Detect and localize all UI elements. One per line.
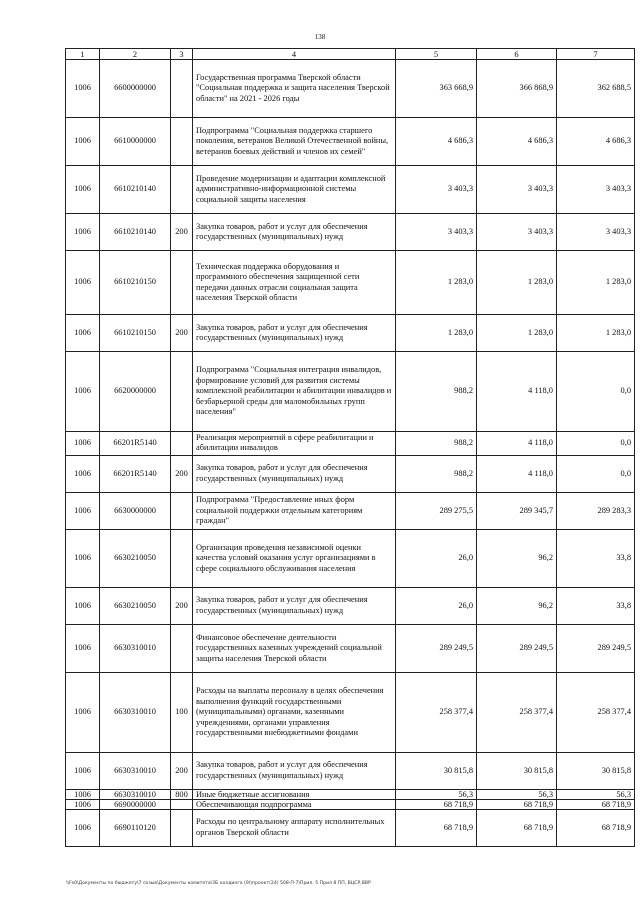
row-value-2026-cell: 0,0 [557, 352, 635, 432]
row-type-cell: 800 [171, 789, 193, 799]
budget-table [65, 48, 635, 847]
row-value-2024-cell: 4 686,3 [396, 118, 477, 166]
row-section-cell: 1006 [66, 60, 100, 118]
row-value-2025-cell: 289 345,7 [477, 492, 557, 529]
row-value-2025-cell: 4 118,0 [477, 352, 557, 432]
footer-path: \\Fs0\Документы по бюджету\7 созыв\Документы комитета\ЗБ холдинга (9)\проект(24) 508-П-7\Прил. 5 Прил 8 ПП, ВЦСР,ВВР [66, 881, 371, 886]
row-type-cell: 200 [171, 752, 193, 789]
row-value-2025-cell: 258 377,4 [477, 672, 557, 752]
row-name-cell: Проведение модернизации и адаптации комплексной административно-информационной системы социальной защиты населения [193, 166, 396, 214]
row-value-2025-cell: 1 283,0 [477, 251, 557, 315]
row-type-cell: 200 [171, 455, 193, 492]
row-type-cell [171, 529, 193, 587]
row-value-2026-cell: 0,0 [557, 455, 635, 492]
row-section-cell: 1006 [66, 118, 100, 166]
row-value-2026-cell: 1 283,0 [557, 315, 635, 352]
row-value-2025-cell: 96,2 [477, 529, 557, 587]
row-value-2026-cell: 3 403,3 [557, 166, 635, 214]
row-type-cell [171, 166, 193, 214]
row-value-2024-cell: 30 815,8 [396, 752, 477, 789]
header-col-1: 1 [66, 49, 100, 60]
row-value-2025-cell: 1 283,0 [477, 315, 557, 352]
table-row [66, 672, 635, 752]
row-section-cell: 1006 [66, 492, 100, 529]
table-row [66, 529, 635, 587]
row-value-2024-cell: 988,2 [396, 352, 477, 432]
table-row [66, 492, 635, 529]
table-row [66, 455, 635, 492]
row-code-cell: 6630210050 [100, 587, 171, 624]
table-row [66, 251, 635, 315]
row-section-cell: 1006 [66, 315, 100, 352]
row-type-cell [171, 492, 193, 529]
row-value-2024-cell: 988,2 [396, 455, 477, 492]
row-section-cell: 1006 [66, 432, 100, 456]
row-section-cell: 1006 [66, 455, 100, 492]
row-code-cell: 6690110120 [100, 809, 171, 846]
row-code-cell: 6630310010 [100, 672, 171, 752]
row-name-cell: Государственная программа Тверской области "Социальная поддержка и защита населения Тверской области" на 2021 - 2026 годы [193, 60, 396, 118]
row-type-cell [171, 799, 193, 809]
row-section-cell: 1006 [66, 214, 100, 251]
row-value-2026-cell: 1 283,0 [557, 251, 635, 315]
row-value-2024-cell: 1 283,0 [396, 315, 477, 352]
row-code-cell: 6610000000 [100, 118, 171, 166]
row-value-2026-cell: 30 815,8 [557, 752, 635, 789]
row-code-cell: 66201R5140 [100, 432, 171, 456]
row-section-cell: 1006 [66, 166, 100, 214]
row-type-cell: 100 [171, 672, 193, 752]
row-type-cell [171, 624, 193, 672]
row-type-cell [171, 432, 193, 456]
row-value-2026-cell: 0,0 [557, 432, 635, 456]
row-value-2024-cell: 988,2 [396, 432, 477, 456]
table-row [66, 166, 635, 214]
row-value-2026-cell: 258 377,4 [557, 672, 635, 752]
row-section-cell: 1006 [66, 752, 100, 789]
row-name-cell: Закупка товаров, работ и услуг для обеспечения государственных (муниципальных) нужд [193, 214, 396, 251]
row-value-2025-cell: 4 118,0 [477, 432, 557, 456]
row-value-2026-cell: 3 403,3 [557, 214, 635, 251]
row-name-cell: Подпрограмма "Предоставление иных форм социальной поддержки отдельным категориям граждан" [193, 492, 396, 529]
row-value-2026-cell: 289 283,3 [557, 492, 635, 529]
row-value-2024-cell: 289 249,5 [396, 624, 477, 672]
row-name-cell: Обеспечивающая подпрограмма [193, 799, 396, 809]
row-code-cell: 6630310010 [100, 752, 171, 789]
row-section-cell: 1006 [66, 672, 100, 752]
row-type-cell [171, 60, 193, 118]
row-value-2024-cell: 56,3 [396, 789, 477, 799]
row-section-cell: 1006 [66, 624, 100, 672]
row-type-cell: 200 [171, 315, 193, 352]
row-value-2025-cell: 68 718,9 [477, 799, 557, 809]
row-type-cell [171, 809, 193, 846]
row-type-cell: 200 [171, 587, 193, 624]
row-name-cell: Техническая поддержка оборудования и программного обеспечения защищенной сети передачи данных отрасли социальная защита населения Тверской области [193, 251, 396, 315]
table-row [66, 315, 635, 352]
table-row [66, 624, 635, 672]
row-value-2025-cell: 4 118,0 [477, 455, 557, 492]
row-section-cell: 1006 [66, 587, 100, 624]
row-name-cell: Реализация мероприятий в сфере реабилитации и абилитации инвалидов [193, 432, 396, 456]
row-name-cell: Закупка товаров, работ и услуг для обеспечения государственных (муниципальных) нужд [193, 455, 396, 492]
row-value-2025-cell: 3 403,3 [477, 166, 557, 214]
row-name-cell: Закупка товаров, работ и услуг для обеспечения государственных (муниципальных) нужд [193, 315, 396, 352]
row-section-cell: 1006 [66, 789, 100, 799]
header-col-3: 3 [171, 49, 193, 60]
table-row [66, 587, 635, 624]
row-value-2024-cell: 258 377,4 [396, 672, 477, 752]
row-code-cell: 6600000000 [100, 60, 171, 118]
row-code-cell: 6630310010 [100, 624, 171, 672]
row-name-cell: Расходы на выплаты персоналу в целях обеспечения выполнения функций государственными (муниципальными) органами, казенными учреждениями, органами управления государственными внебюджетными фондами [193, 672, 396, 752]
row-code-cell: 6610210150 [100, 251, 171, 315]
table-row [66, 809, 635, 846]
row-name-cell: Иные бюджетные ассигнования [193, 789, 396, 799]
row-value-2026-cell: 56,3 [557, 789, 635, 799]
row-value-2025-cell: 96,2 [477, 587, 557, 624]
row-value-2024-cell: 289 275,5 [396, 492, 477, 529]
row-code-cell: 6630310010 [100, 789, 171, 799]
row-value-2025-cell: 289 249,5 [477, 624, 557, 672]
row-name-cell: Расходы по центральному аппарату исполнительных органов Тверской области [193, 809, 396, 846]
row-code-cell: 6610210140 [100, 166, 171, 214]
row-value-2024-cell: 3 403,3 [396, 214, 477, 251]
header-col-5: 5 [396, 49, 477, 60]
row-value-2026-cell: 33,8 [557, 587, 635, 624]
row-section-cell: 1006 [66, 529, 100, 587]
row-value-2024-cell: 68 718,9 [396, 799, 477, 809]
row-value-2025-cell: 4 686,3 [477, 118, 557, 166]
row-type-cell [171, 118, 193, 166]
row-value-2025-cell: 3 403,3 [477, 214, 557, 251]
row-section-cell: 1006 [66, 352, 100, 432]
header-col-4: 4 [193, 49, 396, 60]
table-row [66, 352, 635, 432]
row-name-cell: Закупка товаров, работ и услуг для обеспечения государственных (муниципальных) нужд [193, 587, 396, 624]
row-value-2024-cell: 3 403,3 [396, 166, 477, 214]
row-code-cell: 6610210140 [100, 214, 171, 251]
row-code-cell: 6630210050 [100, 529, 171, 587]
row-value-2026-cell: 4 686,3 [557, 118, 635, 166]
row-value-2025-cell: 68 718,9 [477, 809, 557, 846]
row-value-2024-cell: 26,0 [396, 587, 477, 624]
row-value-2024-cell: 68 718,9 [396, 809, 477, 846]
header-col-6: 6 [477, 49, 557, 60]
header-col-2: 2 [100, 49, 171, 60]
table-row [66, 214, 635, 251]
header-col-7: 7 [557, 49, 635, 60]
row-value-2026-cell: 68 718,9 [557, 799, 635, 809]
row-code-cell: 6630000000 [100, 492, 171, 529]
row-value-2024-cell: 363 668,9 [396, 60, 477, 118]
row-value-2026-cell: 68 718,9 [557, 809, 635, 846]
table-row [66, 799, 635, 809]
table-row [66, 118, 635, 166]
row-section-cell: 1006 [66, 799, 100, 809]
row-value-2026-cell: 362 688,5 [557, 60, 635, 118]
row-type-cell [171, 251, 193, 315]
row-value-2024-cell: 1 283,0 [396, 251, 477, 315]
row-name-cell: Подпрограмма "Социальная поддержка старшего поколения, ветеранов Великой Отечественной войны, ветеранов боевых действий и членов их семей" [193, 118, 396, 166]
row-name-cell: Подпрограмма "Социальная интеграция инвалидов, формирование условий для развития системы комплексной реабилитации и абилитации инвалидов и безбарьерной среды для маломобильных групп населения" [193, 352, 396, 432]
row-name-cell: Финансовое обеспечение деятельности государственных казенных учреждений социальной защиты населения Тверской области [193, 624, 396, 672]
row-code-cell: 66201R5140 [100, 455, 171, 492]
row-value-2026-cell: 33,8 [557, 529, 635, 587]
table-row [66, 789, 635, 799]
page-number: 138 [314, 33, 326, 41]
table-row [66, 60, 635, 118]
row-code-cell: 6690000000 [100, 799, 171, 809]
row-value-2024-cell: 26,0 [396, 529, 477, 587]
row-type-cell [171, 352, 193, 432]
table-row [66, 752, 635, 789]
row-name-cell: Закупка товаров, работ и услуг для обеспечения государственных (муниципальных) нужд [193, 752, 396, 789]
row-section-cell: 1006 [66, 809, 100, 846]
row-name-cell: Организация проведения независимой оценки качества условий оказания услуг организациями в сфере социального обслуживания населения [193, 529, 396, 587]
row-code-cell: 6620000000 [100, 352, 171, 432]
row-value-2025-cell: 56,3 [477, 789, 557, 799]
row-value-2025-cell: 30 815,8 [477, 752, 557, 789]
row-code-cell: 6610210150 [100, 315, 171, 352]
row-value-2025-cell: 366 868,9 [477, 60, 557, 118]
row-section-cell: 1006 [66, 251, 100, 315]
table-row [66, 432, 635, 456]
row-value-2026-cell: 289 249,5 [557, 624, 635, 672]
table-header-row [66, 49, 635, 60]
row-type-cell: 200 [171, 214, 193, 251]
